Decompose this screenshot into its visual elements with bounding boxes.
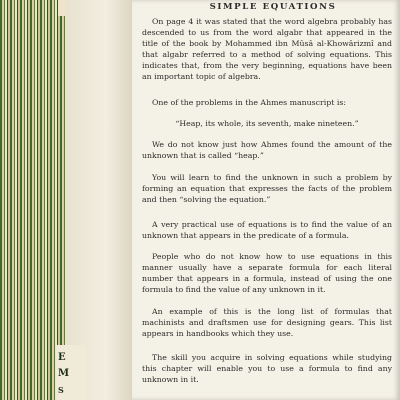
paragraph: On page 4 it was stated that the word algebra probably has descended to us from the word algabr that appeared in the title of the book by Mohammed ibn Mûsâ al-Khowârizmî and that algabr referred to a method of solving equations. This indicates that, from the very beginning, equations have been an important topic of algebra.: [142, 17, 392, 81]
paragraph: You will learn to find the unknown in such a problem by forming an equation that expresses the facts of the problem and then “solving the equation.”: [142, 173, 392, 204]
quote: “Heap, its whole, its seventh, make nineteen.”: [175, 119, 359, 128]
paragraph: People who do not know how to use equations in this manner usually have a separate formula for each literal number that appears in a formula, instead of using the one formula to find the value of any unknown in it.: [142, 252, 392, 294]
paragraph: We do not know just how Ahmes found the amount of the unknown that is called “heap.”: [142, 140, 392, 160]
book-edge-stack: [0, 0, 71, 400]
underlying-page-letter: M: [58, 368, 71, 379]
underlying-page-letter: E: [58, 352, 67, 363]
paragraph: The skill you acquire in solving equations while studying this chapter will enable you to use a formula to find any unknown in it.: [142, 353, 392, 384]
page-title: SIMPLE EQUATIONS: [209, 2, 337, 12]
underlying-page-letter: S: [58, 385, 65, 395]
page-gutter-shadow: [66, 0, 132, 400]
paragraph: A very practical use of equations is to find the value of an unknown that appears in the predicate of a formula.: [142, 220, 392, 240]
paragraph: One of the problems in the Ahmes manuscript is:: [152, 98, 346, 107]
paragraph: An example of this is the long list of formulas that machinists and draftsmen use for designing gears. This list appears in handbooks which they use.: [142, 307, 392, 338]
